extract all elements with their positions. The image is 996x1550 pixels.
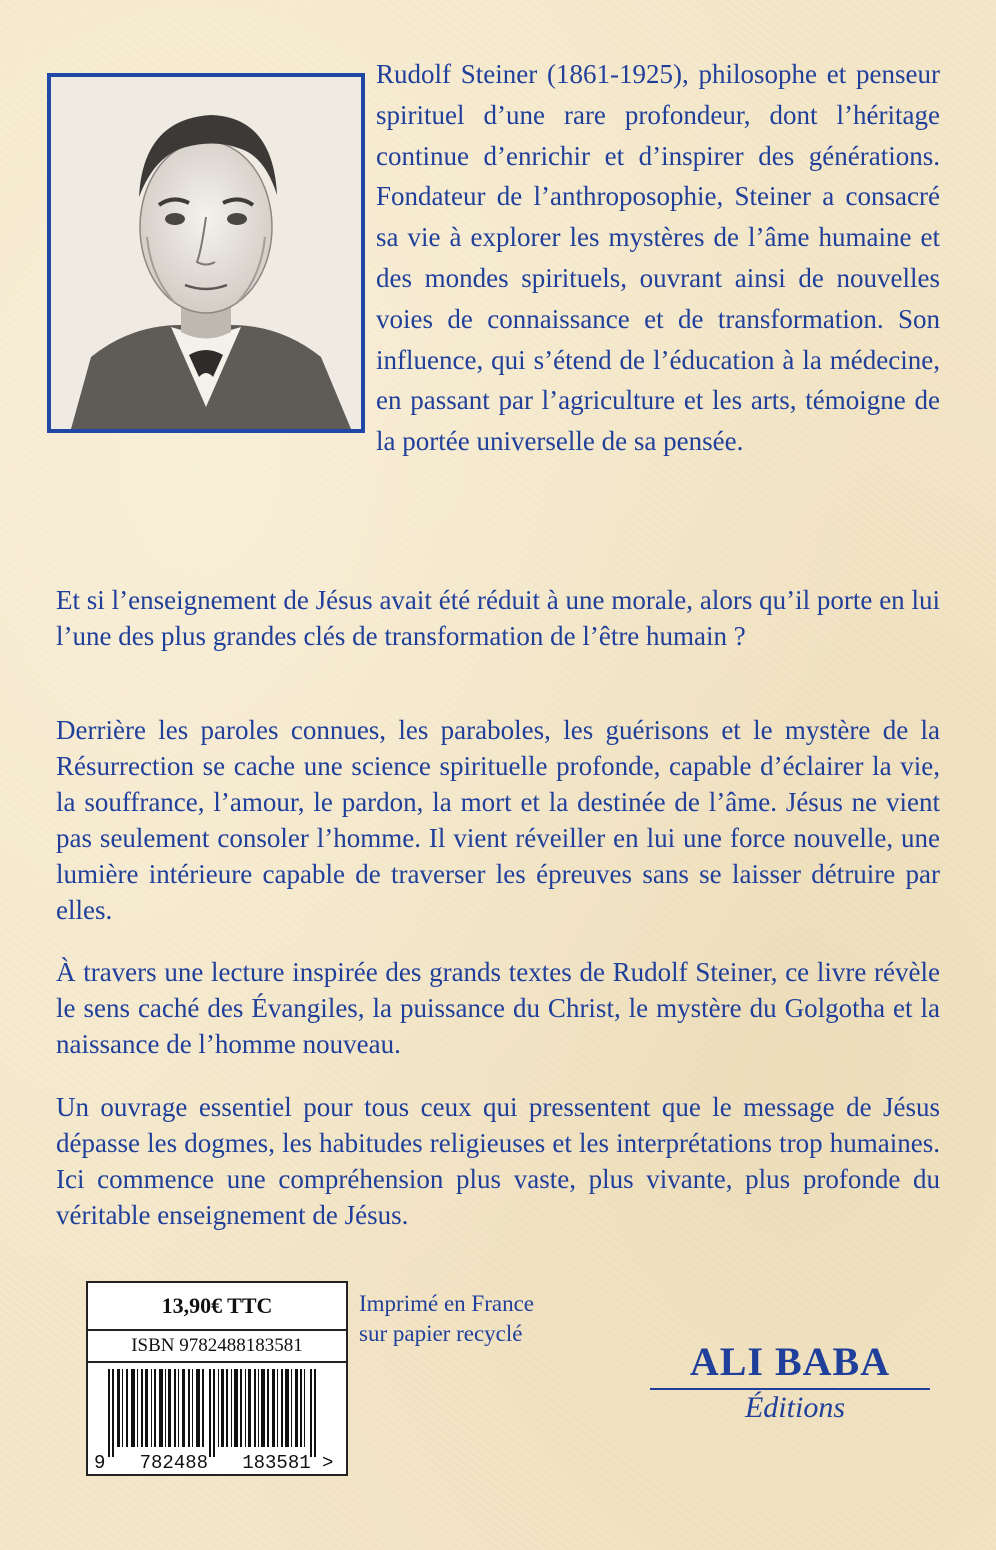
publisher-logo <box>650 1338 930 1448</box>
portrait-wrap-space <box>56 54 374 452</box>
description-paragraph: Derrière les paroles connues, les paraboles, les guérisons et le mystère de la Résurrection se cache une science spirituelle profonde, capable d’éclairer la vie, la souffrance, l’amour, le pardon, la mort et la destinée de l’âme. Jésus ne vient pas seulement consoler l’homme. Il vient réveiller en lui une force nouvelle, une lumière intérieure capable de traverser les épreuves sans se laisser détruire par elles. <box>56 715 940 925</box>
publisher-rule <box>650 1388 930 1390</box>
barcode-graphic <box>88 1363 346 1476</box>
author-bio-text: Rudolf Steiner (1861-1925), philosophe et penseur spirituel d’une rare profondeur, dont l’héritage continue d’enrichir et d’inspirer des générations. Fondateur de l’anthroposophie, Steiner a consacré sa vie à explorer les mystères de l’âme humaine et des mondes spirituels, ouvrant ainsi de nouvelles voies de connaissance et de transformation. Son influence, qui s’étend de l’éducation à la médecine, en passant par l’agriculture et les arts, témoigne de la portée universelle de sa pensée. <box>376 59 940 457</box>
price-barcode-box <box>86 1281 348 1476</box>
closing-paragraph: Un ouvrage essentiel pour tous ceux qui pressentent que le message de Jésus dépasse les dogmes, les habitudes religieuses et les interprétations trop humaines. Ici commence une compréhension plus vaste, plus vivante, plus profonde du véritable enseignement de Jésus. <box>56 1092 940 1230</box>
isbn-label: ISBN 9782488183581 <box>88 1331 346 1363</box>
barcode-digits: 9 782488 183581 > <box>94 1452 334 1474</box>
author-bio <box>56 54 940 462</box>
publisher-name: ALI BABA <box>689 1339 891 1384</box>
barcode-bars <box>108 1369 316 1457</box>
printed-note-line-1: Imprimé en France <box>359 1291 534 1316</box>
intro-question: Et si l’enseignement de Jésus avait été réduit à une morale, alors qu’il porte en lui l’une des plus grandes clés de transformation de l’être humain ? <box>56 585 940 651</box>
reading-paragraph: À travers une lecture inspirée des grands textes de Rudolf Steiner, ce livre révèle le sens caché des Évangiles, la puissance du Christ, le mystère du Golgotha et la naissance de l’homme nouveau. <box>56 957 940 1059</box>
barcode <box>88 1363 346 1476</box>
publisher-subtitle: Éditions <box>744 1391 845 1424</box>
printed-note-line-2: sur papier recyclé <box>359 1321 523 1346</box>
printed-note <box>359 1289 534 1349</box>
price-label: 13,90€ TTC <box>88 1283 346 1331</box>
